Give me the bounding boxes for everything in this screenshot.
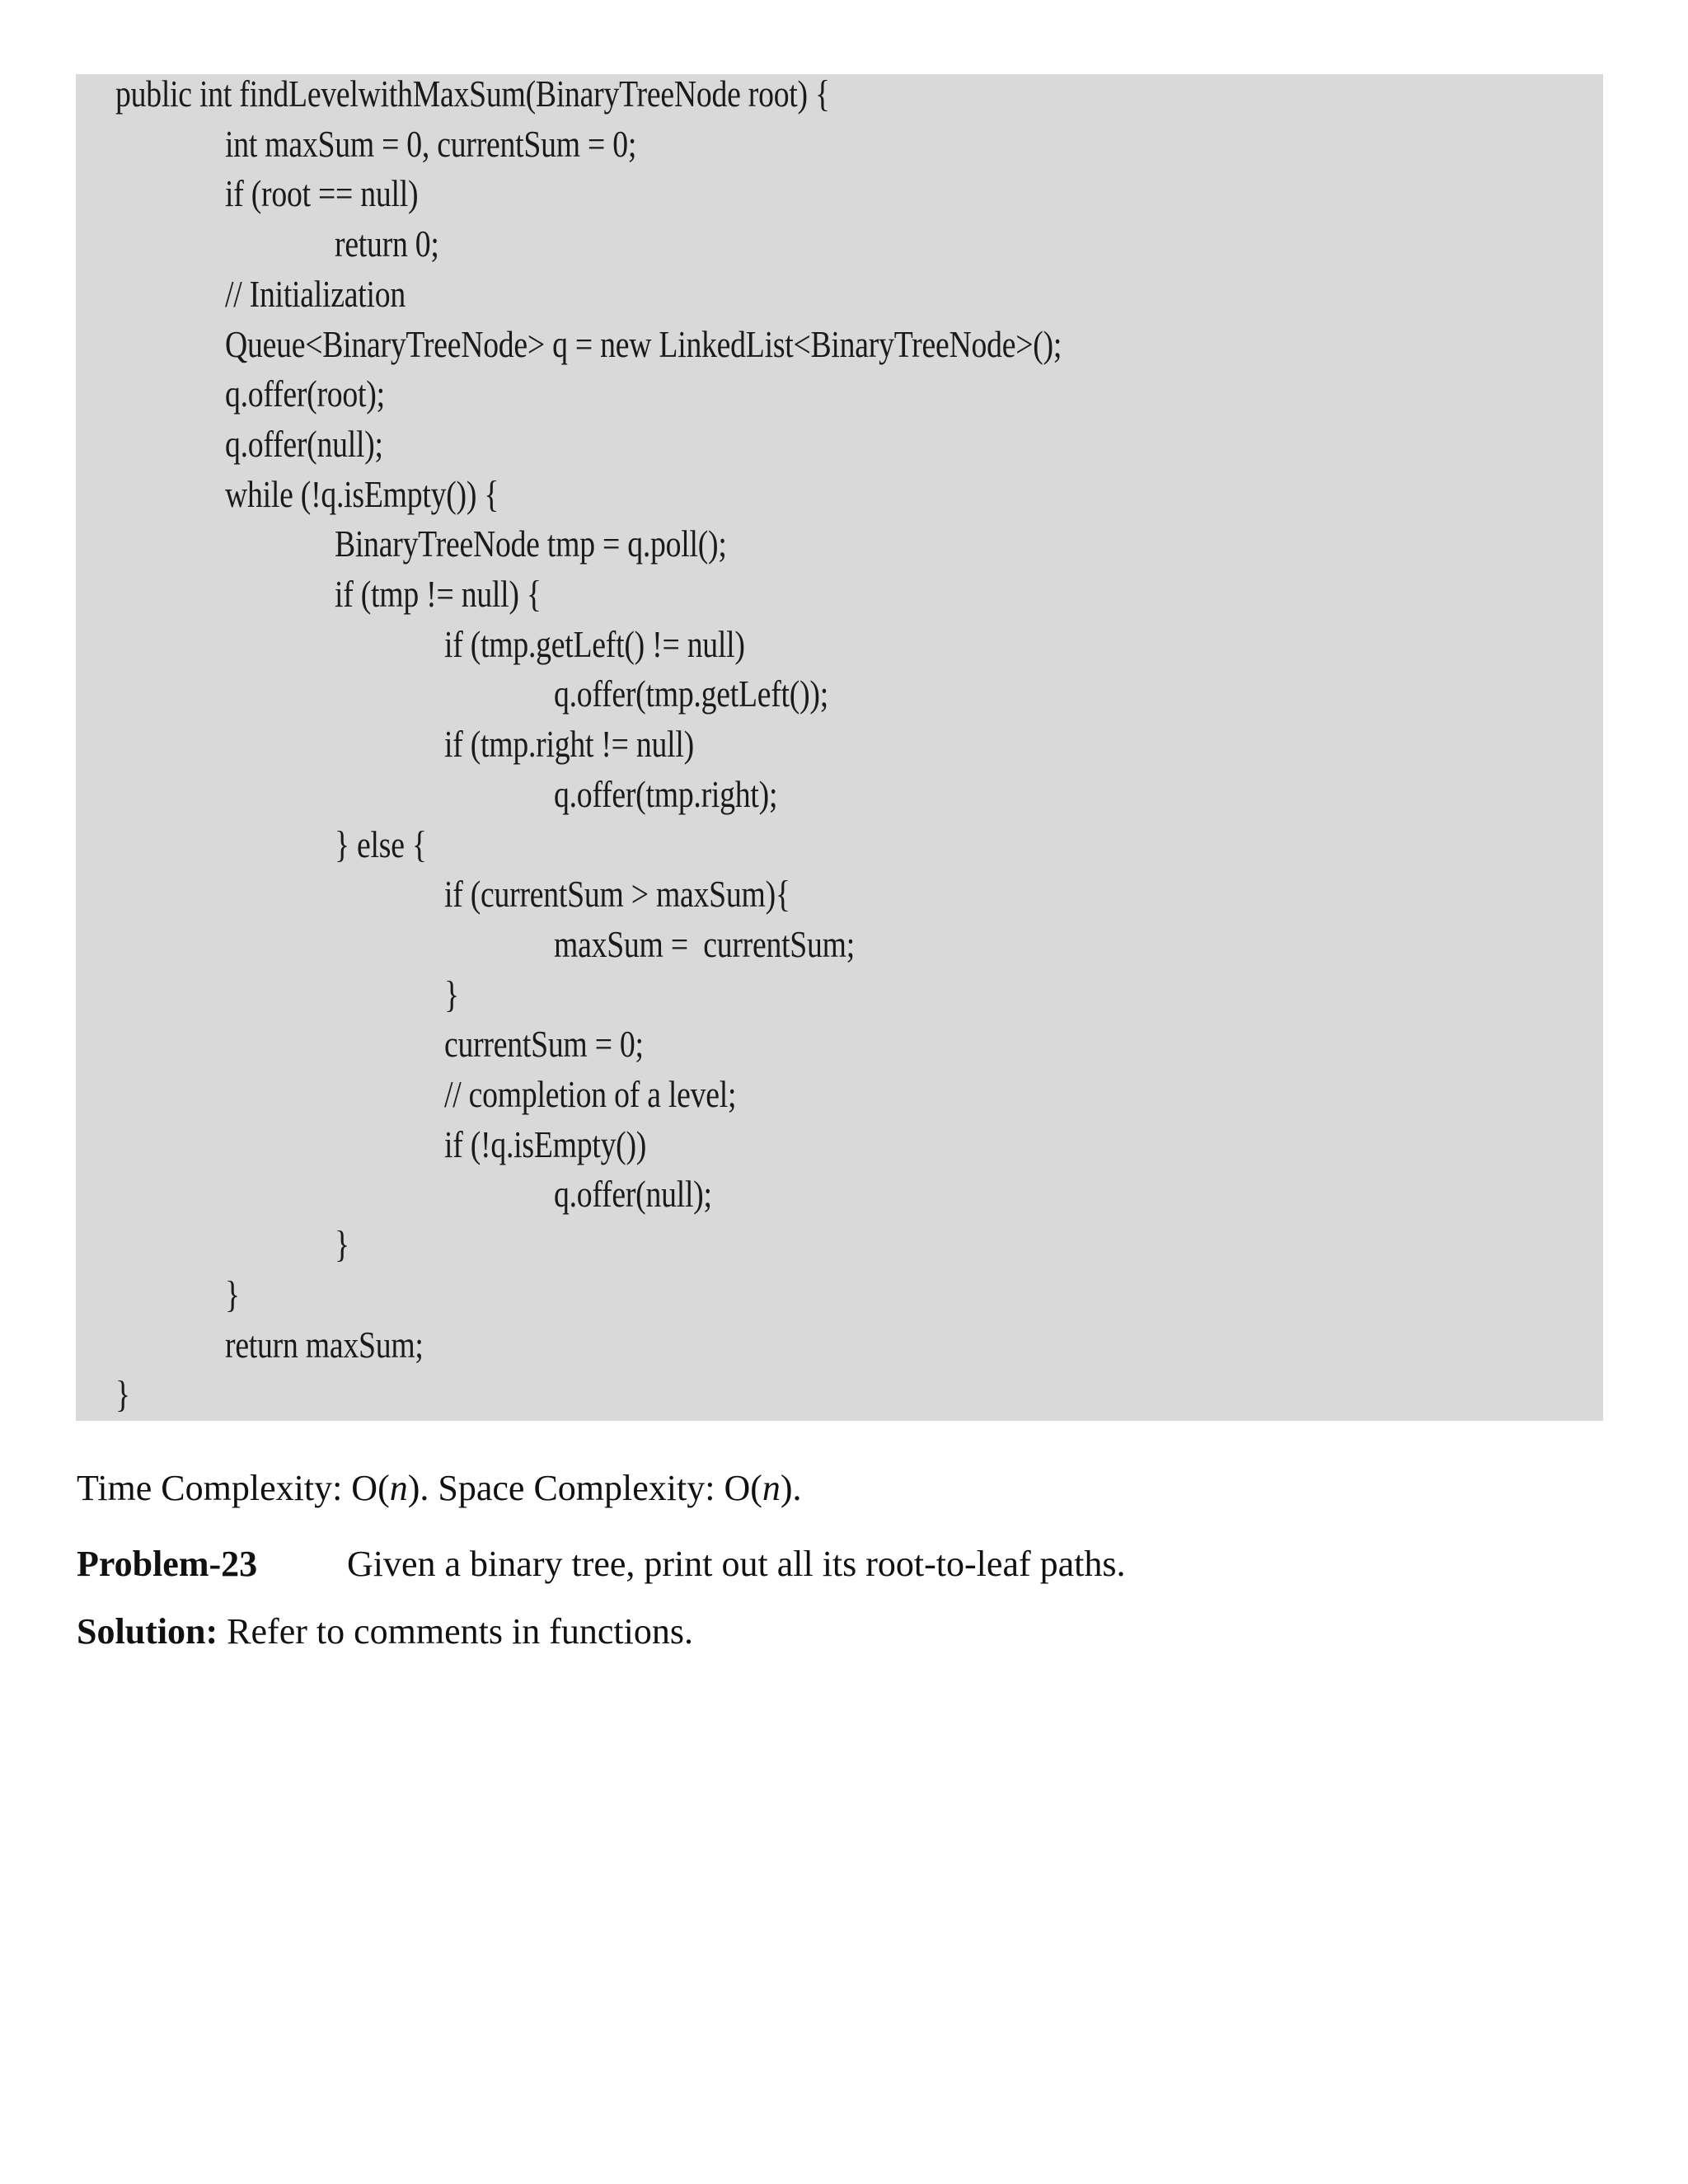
- complexity-time-suffix: ). Space Complexity: O(: [407, 1468, 762, 1508]
- code-line: if (tmp.getLeft() != null): [444, 622, 745, 665]
- code-line: int maxSum = 0, currentSum = 0;: [225, 122, 637, 165]
- complexity-space-var: n: [762, 1468, 781, 1508]
- code-line: currentSum = 0;: [444, 1023, 644, 1066]
- code-line: if (tmp != null) {: [335, 573, 542, 615]
- code-line: }: [335, 1223, 349, 1266]
- problem-text: Given a binary tree, print out all its root-to-leaf paths.: [347, 1544, 1126, 1584]
- code-line: Queue<BinaryTreeNode> q = new LinkedList<BinaryTreeNode>();: [225, 322, 1062, 365]
- code-line: }: [225, 1272, 240, 1315]
- code-line: } else {: [335, 823, 427, 865]
- problem-statement: [77, 1541, 1126, 1587]
- code-line: if (currentSum > maxSum){: [444, 873, 790, 916]
- code-line: maxSum = currentSum;: [554, 922, 855, 965]
- code-line: while (!q.isEmpty()) {: [225, 472, 499, 515]
- complexity-line: [77, 1465, 802, 1511]
- code-line: public int findLevelwithMaxSum(BinaryTreeNode root) {: [115, 73, 830, 115]
- problem-label: Problem-23: [77, 1544, 258, 1584]
- code-line: return 0;: [335, 223, 439, 265]
- code-line: // completion of a level;: [444, 1073, 737, 1115]
- complexity-time-prefix: Time Complexity: O(: [77, 1468, 390, 1508]
- code-line: if (tmp.right != null): [444, 723, 694, 766]
- code-line: return maxSum;: [225, 1323, 424, 1366]
- code-line: q.offer(null);: [225, 422, 383, 465]
- code-line: q.offer(root);: [225, 373, 385, 415]
- code-line: if (!q.isEmpty()): [444, 1122, 647, 1165]
- code-line: BinaryTreeNode tmp = q.poll();: [335, 523, 727, 565]
- code-line: }: [115, 1373, 130, 1416]
- code-line: }: [444, 972, 459, 1015]
- code-line: q.offer(tmp.right);: [554, 772, 778, 815]
- code-block: [76, 74, 1603, 1421]
- solution-label: Solution:: [77, 1611, 218, 1652]
- solution-line: [77, 1609, 693, 1655]
- complexity-time-var: n: [389, 1468, 408, 1508]
- code-line: if (root == null): [225, 172, 419, 215]
- code-line: q.offer(null);: [554, 1173, 712, 1216]
- solution-text: Refer to comments in functions.: [218, 1611, 693, 1652]
- code-line: // Initialization: [225, 272, 406, 315]
- complexity-space-suffix: ).: [780, 1468, 802, 1508]
- code-line: q.offer(tmp.getLeft());: [554, 673, 828, 715]
